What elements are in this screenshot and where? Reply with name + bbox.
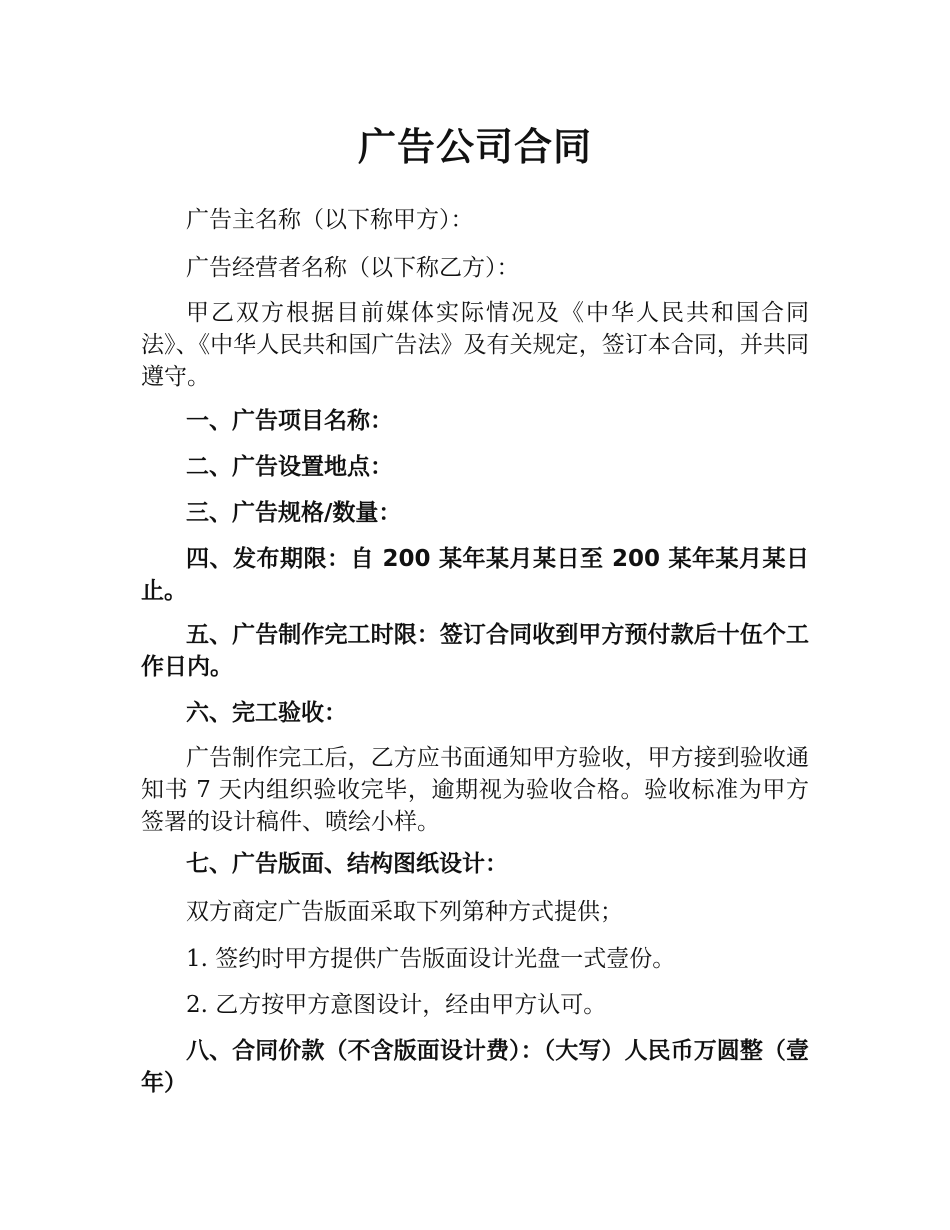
section-heading-8: 八、合同价款（不含版面设计费）：（大写）人民币万圆整（壹年） (141, 1038, 809, 1096)
preamble-paragraph: 甲乙双方根据目前媒体实际情况及《中华人民共和国合同法》、《中华人民共和国广告法》及有关规定，签订本合同，并共同遵守。 (141, 300, 809, 390)
section-7-option-2: 2. 乙方按甲方意图设计，经由甲方认可。 (186, 992, 607, 1018)
section-heading-6: 六、完工验收： (186, 700, 347, 726)
section-6-body: 广告制作完工后，乙方应书面通知甲方验收，甲方接到验收通知书 7 天内组织验收完毕，逾期视为验收合格。验收标准为甲方签署的设计稿件、喷绘小样。 (141, 745, 809, 835)
party-b-line: 广告经营者名称（以下称乙方）： (186, 255, 520, 281)
party-a-line: 广告主名称（以下称甲方）： (186, 207, 474, 233)
section-heading-5: 五、广告制作完工时限：签订合同收到甲方预付款后十伍个工作日内。 (141, 622, 809, 680)
document-title: 广告公司合同 (357, 125, 592, 169)
section-7-option-1: 1. 签约时甲方提供广告版面设计光盘一式壹份。 (186, 946, 676, 972)
section-heading-2: 二、广告设置地点： (186, 454, 393, 480)
section-7-body: 双方商定广告版面采取下列第种方式提供； (186, 899, 623, 925)
section-heading-3: 三、广告规格/数量： (186, 500, 402, 526)
section-heading-1: 一、广告项目名称： (186, 408, 393, 434)
section-heading-4: 四、发布期限：自 200 某年某月某日至 200 某年某月某日止。 (141, 546, 809, 604)
section-heading-7: 七、广告版面、结构图纸设计： (186, 851, 508, 877)
